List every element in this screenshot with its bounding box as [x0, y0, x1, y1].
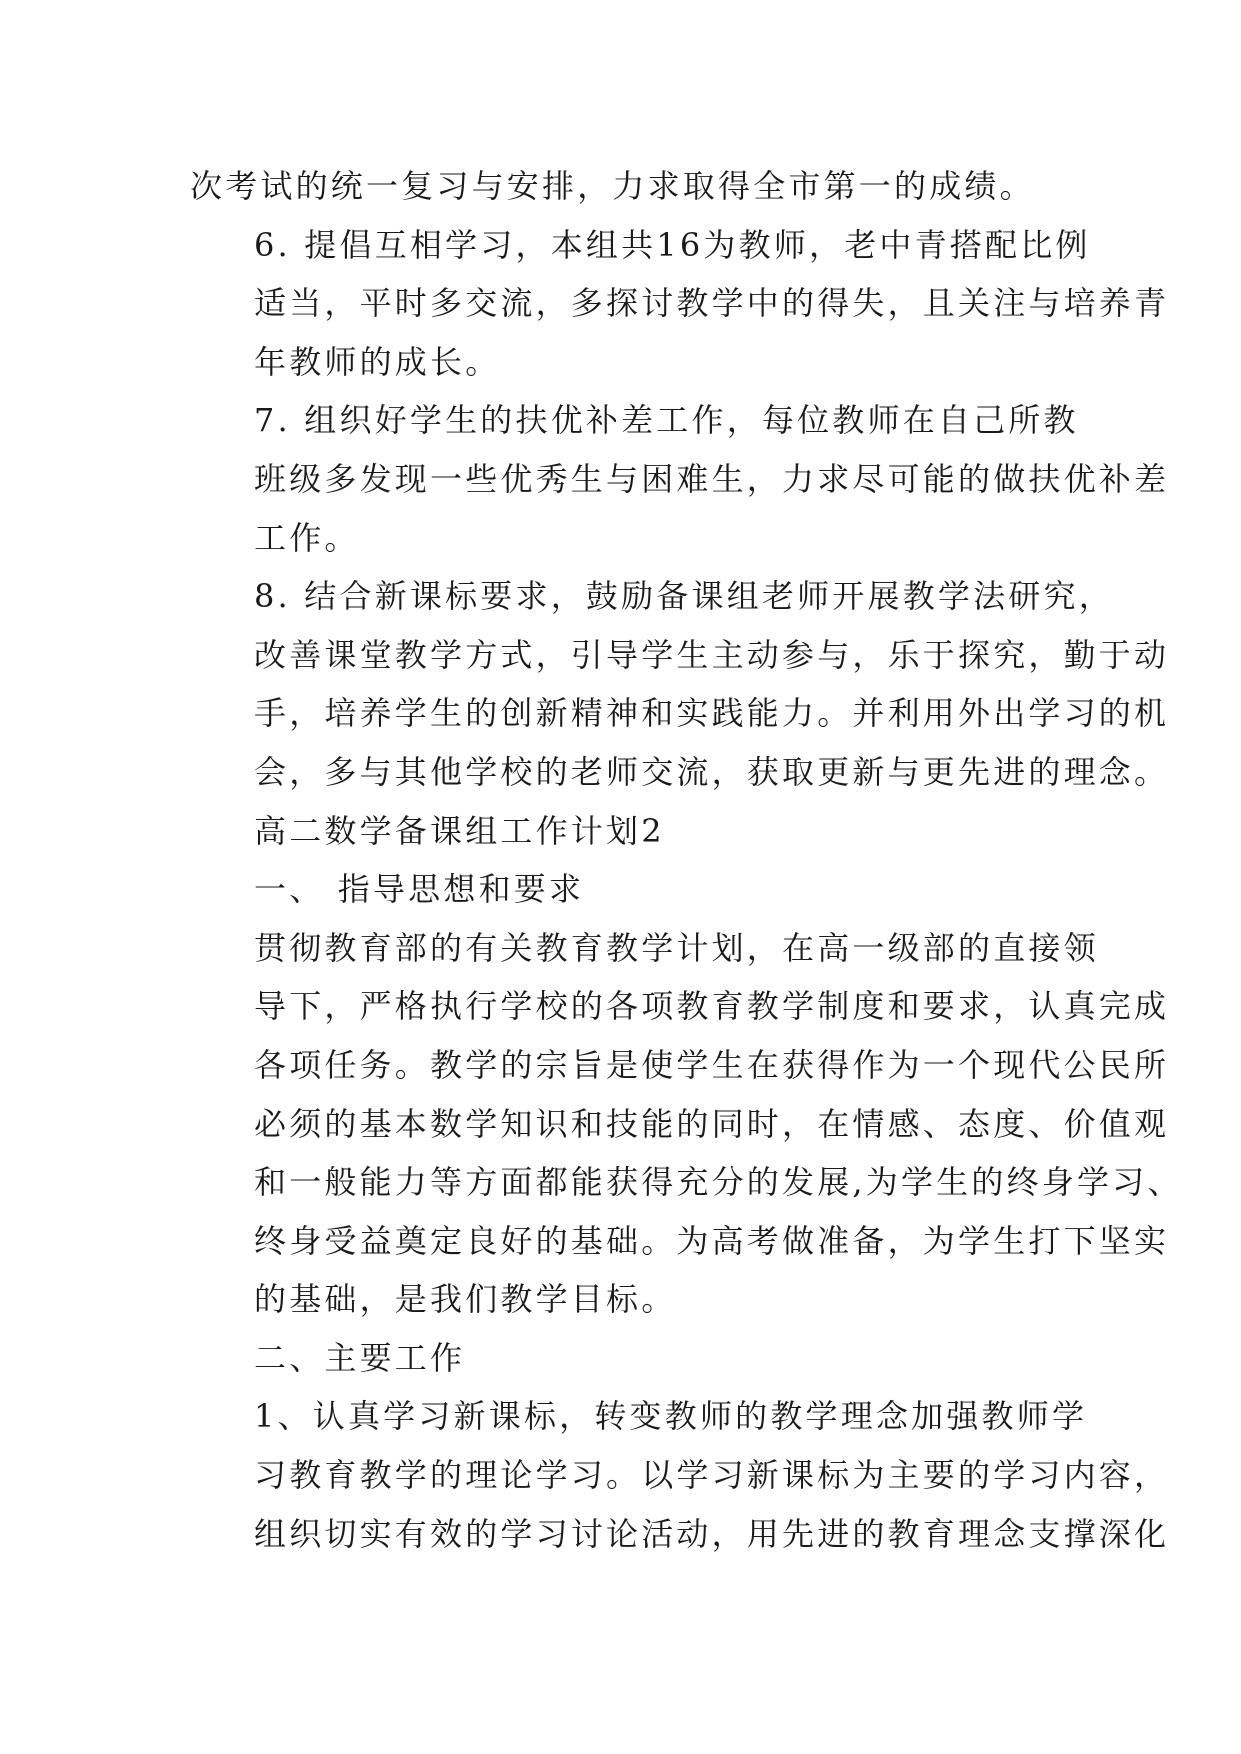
text-line: 7. 组织好学生的扶优补差工作，每位教师在自己所教	[254, 401, 1079, 440]
text-line: 习教育教学的理论学习。以学习新课标为主要的学习内容，	[254, 1456, 1170, 1495]
paragraph	[190, 216, 1170, 392]
paragraph	[190, 919, 1183, 1329]
text-line: 班级多发现一些优秀生与困难生，力求尽可能的做扶优补差	[254, 459, 1170, 498]
text-line: 会，多与其他学校的老师交流，获取更新与更先进的理念。	[254, 752, 1170, 791]
text-line: 1、认真学习新课标，转变教师的教学理念加强教师学	[254, 1397, 1088, 1436]
text-line: 年教师的成长。	[254, 342, 501, 381]
text-line: 高二数学备课组工作计划2	[254, 811, 665, 850]
text-line: 一、 指导思想和要求	[254, 870, 585, 909]
paragraph	[190, 567, 1170, 801]
text-line: 工作。	[254, 518, 360, 557]
text-line: 必须的基本数学知识和技能的同时，在情感、态度、价值观	[254, 1104, 1170, 1143]
text-line: 8. 结合新课标要求，鼓励备课组老师开展教学法研究，	[254, 577, 1114, 616]
document-page	[190, 157, 1183, 1563]
text-line: 终身受益奠定良好的基础。为高考做准备，为学生打下坚实	[254, 1221, 1170, 1260]
text-line: 次考试的统一复习与安排，力求取得全市第一的成绩。	[190, 167, 1035, 205]
paragraph	[190, 860, 1052, 919]
paragraph	[190, 391, 1170, 567]
text-line: 适当，平时多交流，多探讨教学中的得失，且关注与培养青	[254, 284, 1170, 323]
text-line: 贯彻教育部的有关教育教学计划，在高一级部的直接领	[254, 928, 1099, 967]
text-line: 和一般能力等方面都能获得充分的发展,为学生的终身学习、	[254, 1163, 1183, 1202]
text-line: 改善课堂教学方式，引导学生主动参与，乐于探究，勤于动	[254, 635, 1170, 674]
text-line: 导下，严格执行学校的各项教育教学制度和要求，认真完成	[254, 987, 1170, 1026]
text-line: 6. 提倡互相学习，本组共16为教师，老中青搭配比例	[254, 225, 1091, 264]
text-line: 手，培养学生的创新精神和实践能力。并利用外出学习的机	[254, 694, 1170, 733]
paragraph	[190, 1387, 1170, 1563]
paragraph	[190, 802, 1052, 861]
text-line: 二、主要工作	[254, 1338, 466, 1377]
text-line: 的基础，是我们教学目标。	[254, 1280, 677, 1319]
paragraph	[190, 157, 1052, 216]
paragraph	[190, 1329, 1052, 1388]
text-line: 各项任务。教学的宗旨是使学生在获得作为一个现代公民所	[254, 1045, 1170, 1084]
text-line: 组织切实有效的学习讨论活动，用先进的教育理念支撑深化	[254, 1514, 1170, 1553]
